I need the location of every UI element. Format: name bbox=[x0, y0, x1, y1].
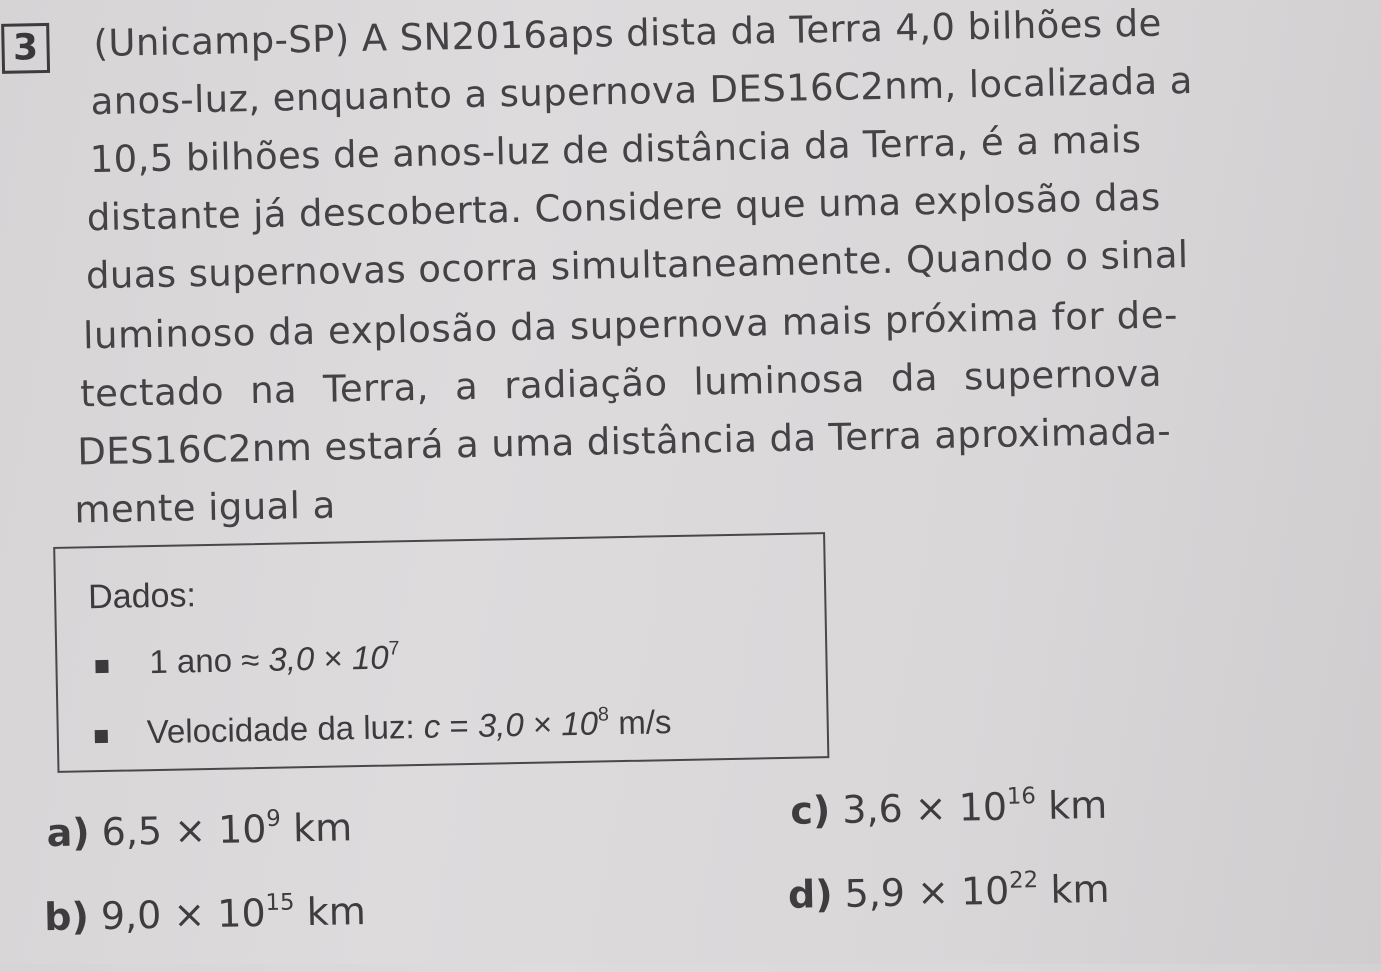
option-base: 10 bbox=[958, 784, 1008, 830]
light-speed-mantissa: 3,0 bbox=[477, 705, 525, 744]
times-sign: × bbox=[916, 869, 950, 915]
option-unit: km bbox=[1047, 782, 1108, 828]
option-letter: a) bbox=[46, 810, 91, 856]
question-number: 3 bbox=[1, 23, 50, 74]
option-exponent: 16 bbox=[1006, 783, 1037, 810]
stem-line-2: anos-luz, enquanto a supernova DES16C2nm, localizada a bbox=[90, 58, 1194, 124]
option-exponent: 15 bbox=[265, 889, 295, 916]
option-a[interactable] bbox=[46, 805, 352, 855]
option-mantissa: 9,0 bbox=[100, 892, 162, 939]
square-bullet-icon bbox=[95, 660, 108, 673]
times-sign: × bbox=[323, 639, 344, 677]
data-box bbox=[53, 532, 829, 773]
times-sign: × bbox=[172, 892, 206, 937]
option-mantissa: 6,5 bbox=[101, 808, 163, 855]
stem-line-9: mente igual a bbox=[74, 483, 336, 532]
year-exponent: 7 bbox=[388, 637, 400, 660]
option-letter: c) bbox=[789, 788, 831, 833]
approx-sign: ≈ bbox=[240, 641, 260, 679]
stem-line-3: 10,5 bilhões de anos-luz de distância da Terra, é a mais bbox=[89, 117, 1142, 182]
light-speed-label: Velocidade da luz: bbox=[146, 708, 415, 751]
option-unit: km bbox=[1050, 866, 1110, 912]
times-sign: × bbox=[173, 808, 207, 853]
option-base: 10 bbox=[960, 868, 1010, 914]
year-label: 1 ano bbox=[149, 641, 233, 681]
equals-sign: = bbox=[449, 707, 470, 745]
stem-line-7: tectado na Terra, a radiação luminosa da supernova bbox=[79, 351, 1163, 416]
option-unit: km bbox=[292, 805, 353, 851]
option-exponent: 22 bbox=[1008, 867, 1039, 894]
option-unit: km bbox=[306, 889, 367, 935]
year-base: 10 bbox=[351, 638, 389, 677]
light-speed-exponent: 8 bbox=[597, 703, 610, 726]
option-letter: b) bbox=[43, 894, 90, 940]
option-base: 10 bbox=[217, 806, 267, 852]
times-sign: × bbox=[532, 705, 553, 743]
square-bullet-icon bbox=[95, 730, 108, 743]
year-mantissa: 3,0 bbox=[268, 639, 315, 678]
option-exponent: 9 bbox=[266, 805, 282, 832]
light-speed-base: 10 bbox=[560, 704, 599, 743]
stem-line-1: (Unicamp-SP) A SN2016aps dista da Terra 4,0 bilhões de bbox=[93, 1, 1163, 66]
option-mantissa: 5,9 bbox=[844, 870, 906, 916]
stem-line-8: DES16C2nm estará a uma distância da Terra aproximada- bbox=[76, 409, 1172, 474]
option-d[interactable] bbox=[788, 867, 1110, 917]
light-speed-unit: m/s bbox=[617, 703, 672, 742]
data-item-year bbox=[149, 638, 400, 681]
stem-line-5: duas supernovas ocorra simultaneamente. Quando o sinal bbox=[85, 233, 1189, 298]
option-b[interactable] bbox=[44, 889, 366, 939]
option-base: 10 bbox=[216, 890, 267, 936]
stem-line-4: distante já descoberta. Considere que uma explosão das bbox=[86, 175, 1162, 240]
option-mantissa: 3,6 bbox=[841, 786, 904, 832]
option-c[interactable] bbox=[790, 783, 1108, 833]
data-item-light-speed bbox=[146, 703, 671, 751]
data-box-title: Dados: bbox=[87, 576, 197, 617]
light-speed-symbol: c bbox=[423, 707, 441, 745]
times-sign: × bbox=[914, 785, 948, 831]
stem-line-6: luminoso da explosão da supernova mais próxima for de- bbox=[82, 293, 1179, 358]
option-letter: d) bbox=[787, 872, 833, 917]
